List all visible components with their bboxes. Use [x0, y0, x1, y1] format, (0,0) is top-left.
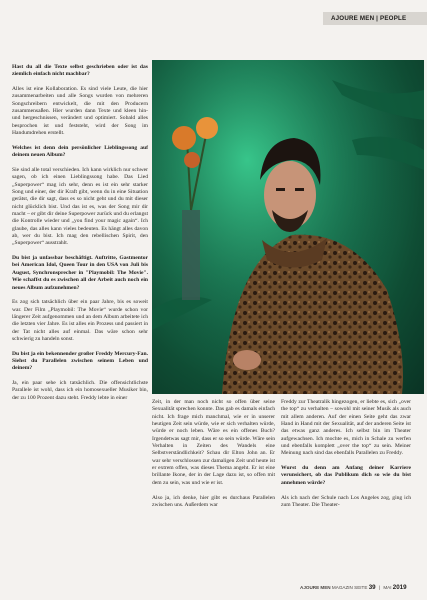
footer-year: 2019	[392, 584, 407, 591]
answer-paragraph: Also ja, ich denke, hier gibt es durchaus Parallelen zwischen uns. Außerdem war	[152, 494, 275, 508]
answer-paragraph: Als ich nach der Schule nach Los Angeles zog, ging ich zum Theater. Die Theater-	[281, 494, 411, 508]
question-paragraph: Welches ist denn dein persönlicher Lieblingssong auf deinem neuen Album?	[12, 144, 148, 159]
footer-magazine: AJOURE MEN	[300, 585, 331, 590]
portrait-illustration	[152, 60, 424, 394]
article-column-3	[281, 399, 411, 517]
answer-paragraph: Freddy zur Theatralik hingezogen, er liebte es, sich „over the top“ zu verhalten – sowohl mit seiner Musik als auch mit allem anderen. Auf der einen Seite geht das zwar Hand in Hand mit der Sexualität, auf der anderen Seite ist das etwas ganz anderes. Ich selbst bin im Theater aufgewachsen. Ich mochte es, mich in Schale zu werfen und ebenfalls komplett „over the top“ zu sein. Meiner Meinung nach sind das ebenfalls Parallelen zu Freddy.	[281, 399, 411, 457]
answer-paragraph: Zeit, in der man noch nicht so offen über seine Sexualität sprechen konnte. Das gab es damals einfach nicht. Ich frage mich manchmal, wie er in unserer heutigen Zeit sein würde, wie er sich verhalten würde, würde er noch leben. Wäre es ein offenes Buch? Irgendetwas sagt mir, dass er so sein würde. Wäre sein Verhalten in Zeiten des Wandels eine Selbstverständlichkeit? Schau dir Elton John an. Er war sehr verschlossen zur damaligen Zeit und heute ist er extrem offen, was dieses Thema angeht. Er ist eine brillante Ikone, der in der Lage dazu ist, so offen mit dem zu sein, was und wie er ist.	[152, 399, 275, 486]
article-column-2	[152, 399, 275, 517]
answer-paragraph: Alles ist eine Kollaboration. Es sind viele Leute, die hier zusammenarbeiten und alle Songs wurden von mehreren Songschreibern entwickelt, die mit den Producern zusammensaßen. Hier wurden dann Texte und kleen hin- und hergeschnissen, verändert und optimiert. Sobald alles besprochen ist und feststeht, wird der Song im Handumdrehen erstellt.	[12, 86, 148, 137]
answer-paragraph: Es zog sich tatsächlich über ein paar Jahre, bis es soweit war. Der Film „Playmobil: The Movie“ wurde schon vor längerer Zeit aufgenommen und an dem Album arbeitete ich die letzten vier Jahre. Es ist alles ein Prozess und passiert in der Tat nicht alles auf einmal. Das wäre schon sehr schwierig zu handeln sonst.	[12, 299, 148, 342]
footer-month: MAI	[383, 585, 392, 590]
answer-paragraph: Sie sind alle total verschieden. Ich kann wirklich nur schwer sagen, ob ich einen Lieblingssong habe. Das Lied „Superpower“ mag ich sehr, denn es ist ein sehr starker Song und einer, der dir Kraft gibt, wenn du in eine Situation gerätst, die dir sagt, dass es so nicht geht und du mit dieser nicht glücklich bist. Und das ist es, was der Song mir dir macht – er gibt dir deine Superpower zurück und du erlangst die Kontrolle wieder und „you find your magic again“. Ich glaube, das alles kann vieles bedeuten. Es hängt alles davon ab, wer du bist. Ich mag den rebellischen Spirit, den „Superpower“ ausstrahlt.	[12, 166, 148, 247]
question-paragraph: Wurst du denn am Anfang deiner Karriere verunsichert, ob das Publikum dich so wie du bist annehmen würde?	[281, 465, 411, 486]
footer-subtitle: MAGAZIN SEITE	[331, 585, 368, 590]
article-column-1	[12, 64, 148, 410]
section-label: AJOURE MEN | PEOPLE	[323, 12, 427, 25]
answer-paragraph: Ja, ein paar sehe ich tatsächlich. Die offensichtlichste Parallele ist wohl, dass ich ein homosexueller Musiker bin, der zu 100 Prozent dazu steht. Freddy lebte in einer	[12, 380, 148, 401]
page-number: 39	[368, 584, 376, 591]
question-paragraph: Du bist ja ein bekennender großer Freddy Mercury-Fan. Siehst du Parallelen zwischen seinem Leben und deinem?	[12, 350, 148, 372]
page-footer	[300, 584, 407, 591]
portrait-photo	[152, 60, 424, 394]
footer-separator: |	[378, 585, 381, 590]
question-paragraph: Hast du all die Texte selbst geschrieben oder ist das ziemlich einfach nicht machbar?	[12, 64, 148, 78]
question-paragraph: Du bist ja unfassbar beschäftigt. Auftritte, Gastmentor bei American Idol, Queen Tour in den USA von Juli bis August, Synchronsprecher in "Playmobil: The Movie". Wie schaffst du es zwischen all der Arbeit auch noch ein neues Album aufzunehmen?	[12, 255, 148, 291]
